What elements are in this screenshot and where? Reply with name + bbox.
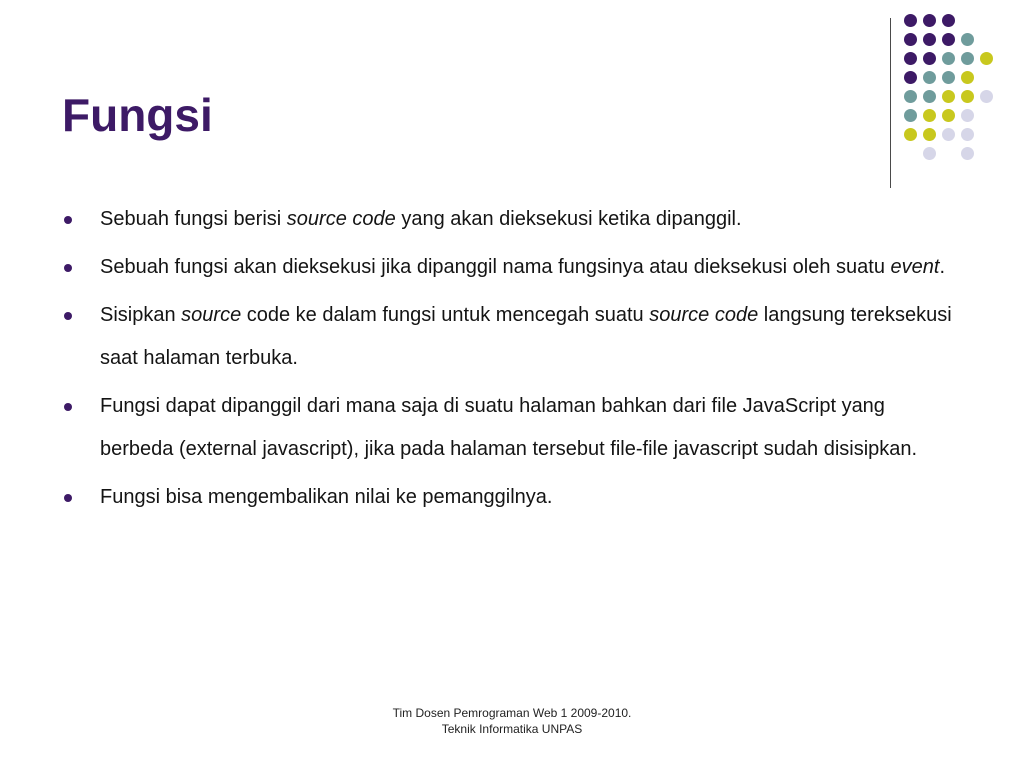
bullet-text: Sebuah fungsi akan dieksekusi jika dipanggil nama fungsinya atau dieksekusi oleh suatu [100,256,891,278]
bullet-italic-text: source code [286,208,396,230]
decorative-dot [942,71,955,84]
decorative-dot [923,109,936,122]
bullet-text: Fungsi bisa mengembalikan nilai ke pemanggilnya. [100,486,553,508]
bullet-text: langsung tereksekusi saat halaman terbuka. [100,304,952,369]
decorative-dot [961,90,974,103]
decorative-dot [904,109,917,122]
bullet-text: Fungsi dapat dipanggil dari mana saja di suatu halaman bahkan dari file JavaScript yang berbeda (external javascript), jika pada halaman tersebut file-file javascript sudah disisipkan. [100,395,918,460]
decorative-dot [980,90,993,103]
bullet-marker-icon [64,494,72,502]
footer [0,705,1024,737]
decorative-dot [923,33,936,46]
decorative-dot [942,14,955,27]
decorative-dot [923,128,936,141]
decorative-dot [942,109,955,122]
decorative-dot [961,109,974,122]
bullet-italic-text: source code [649,304,759,326]
bullet-item [62,385,962,471]
bullet-marker-icon [64,403,72,411]
decorative-dot [923,90,936,103]
bullet-marker-icon [64,312,72,320]
bullet-text: Sebuah fungsi berisi [100,208,287,230]
decorative-dot [961,128,974,141]
decorative-dot [923,147,936,160]
decorative-vertical-line [890,18,891,188]
decorative-dot [980,52,993,65]
decorative-dot [942,33,955,46]
decorative-dot [904,14,917,27]
decorative-dot [904,90,917,103]
decorative-dot [961,71,974,84]
bullet-italic-text: source [181,304,242,326]
decorative-dot [923,52,936,65]
bullet-marker-icon [64,264,72,272]
decorative-dot [923,14,936,27]
bullet-text: yang akan dieksekusi ketika dipanggil. [395,208,742,230]
bullet-item [62,246,962,289]
footer-line-2: Teknik Informatika UNPAS [441,722,583,736]
bullet-italic-text: event [890,256,940,278]
bullet-item [62,294,962,380]
decorative-dot-grid [904,14,1014,164]
decorative-dot [904,71,917,84]
bullet-item [62,476,962,519]
decorative-dot [904,33,917,46]
decorative-dot [923,71,936,84]
decorative-dot [942,128,955,141]
decorative-dot [942,90,955,103]
footer-line-1: Tim Dosen Pemrograman Web 1 2009-2010. [392,706,632,720]
bullet-text: Sisipkan [100,304,182,326]
bullet-item [62,198,962,241]
decorative-dot [961,33,974,46]
bullet-text: code ke dalam fungsi untuk mencegah suatu [241,304,650,326]
bullet-list [62,198,962,524]
decorative-dot [961,147,974,160]
decorative-dot [904,128,917,141]
bullet-text: . [939,256,946,278]
decorative-dot [961,52,974,65]
decorative-dot [904,52,917,65]
decorative-dot [942,52,955,65]
slide-title: Fungsi [62,89,213,141]
bullet-marker-icon [64,216,72,224]
